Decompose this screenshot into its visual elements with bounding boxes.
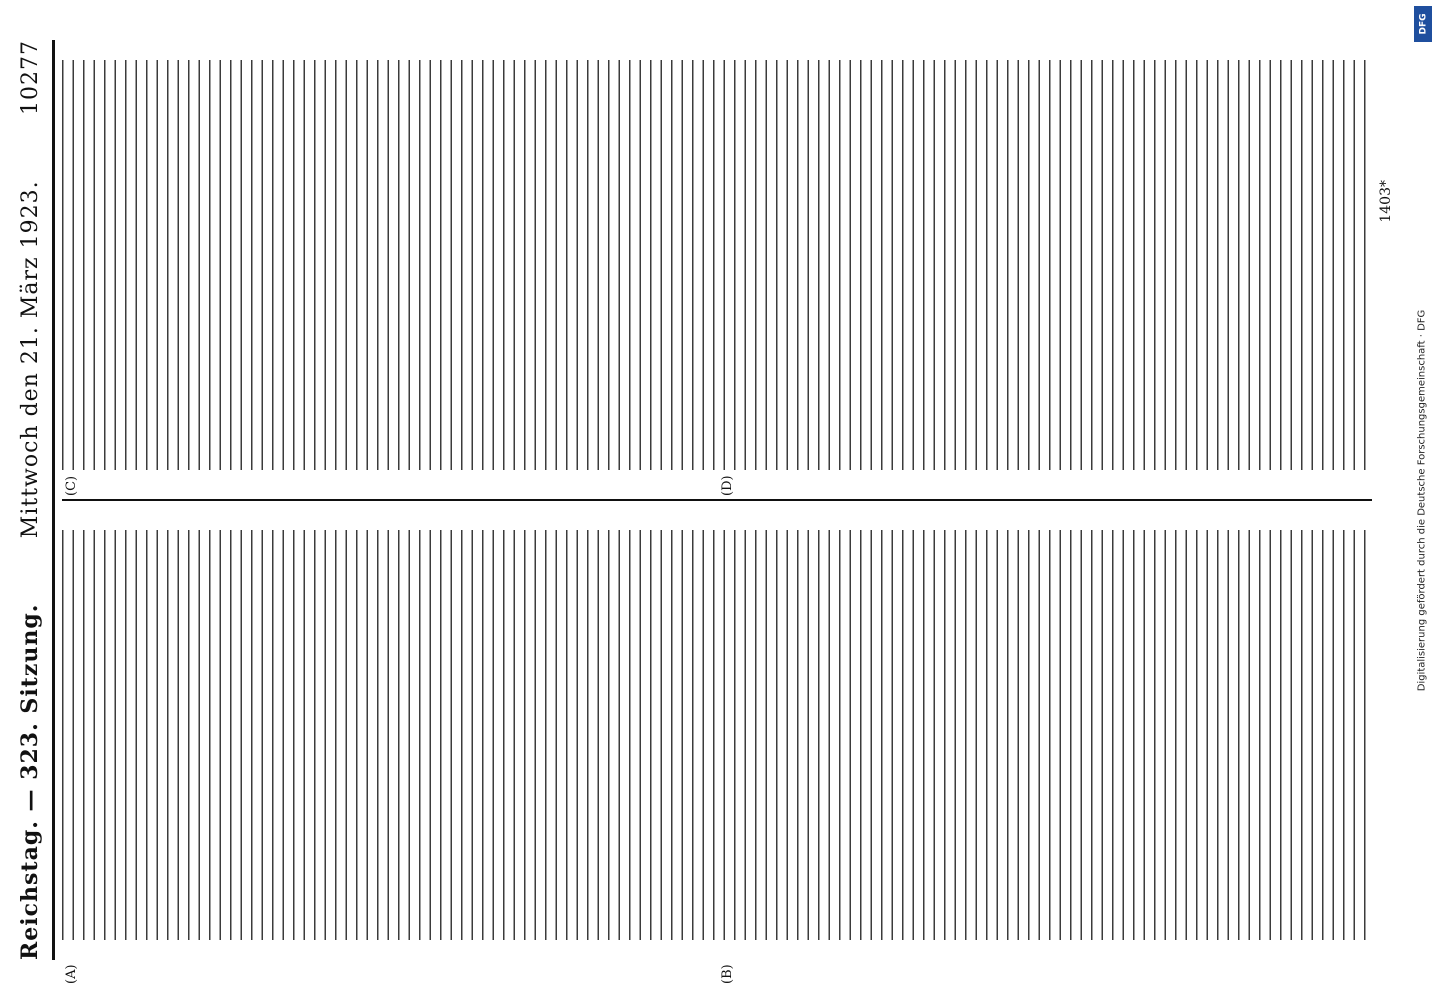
margin-mark-a: (A) bbox=[64, 964, 79, 984]
running-head-date: Mittwoch den 21. März 1923. bbox=[17, 180, 43, 539]
running-head bbox=[10, 40, 50, 960]
dfg-badge-label: DFG bbox=[1418, 13, 1429, 35]
text-column-right bbox=[62, 60, 1372, 470]
signature-mark: 1403* bbox=[1378, 180, 1394, 223]
text-column-left bbox=[62, 530, 1372, 940]
credit-text: Digitalisierung gefördert durch die Deutsche Forschungsgemeinschaft · DFG bbox=[1416, 309, 1428, 691]
page-number: 10277 bbox=[17, 40, 43, 115]
margin-mark-c: (C) bbox=[64, 475, 79, 496]
margin-mark-b: (B) bbox=[720, 964, 735, 984]
column-divider bbox=[62, 499, 1372, 501]
digitization-credit bbox=[1410, 0, 1434, 1000]
running-head-left: Reichstag. — 323. Sitzung. bbox=[17, 603, 43, 960]
margin-mark-d: (D) bbox=[720, 475, 735, 496]
dfg-logo-badge bbox=[1414, 6, 1432, 42]
header-rule bbox=[52, 40, 55, 960]
